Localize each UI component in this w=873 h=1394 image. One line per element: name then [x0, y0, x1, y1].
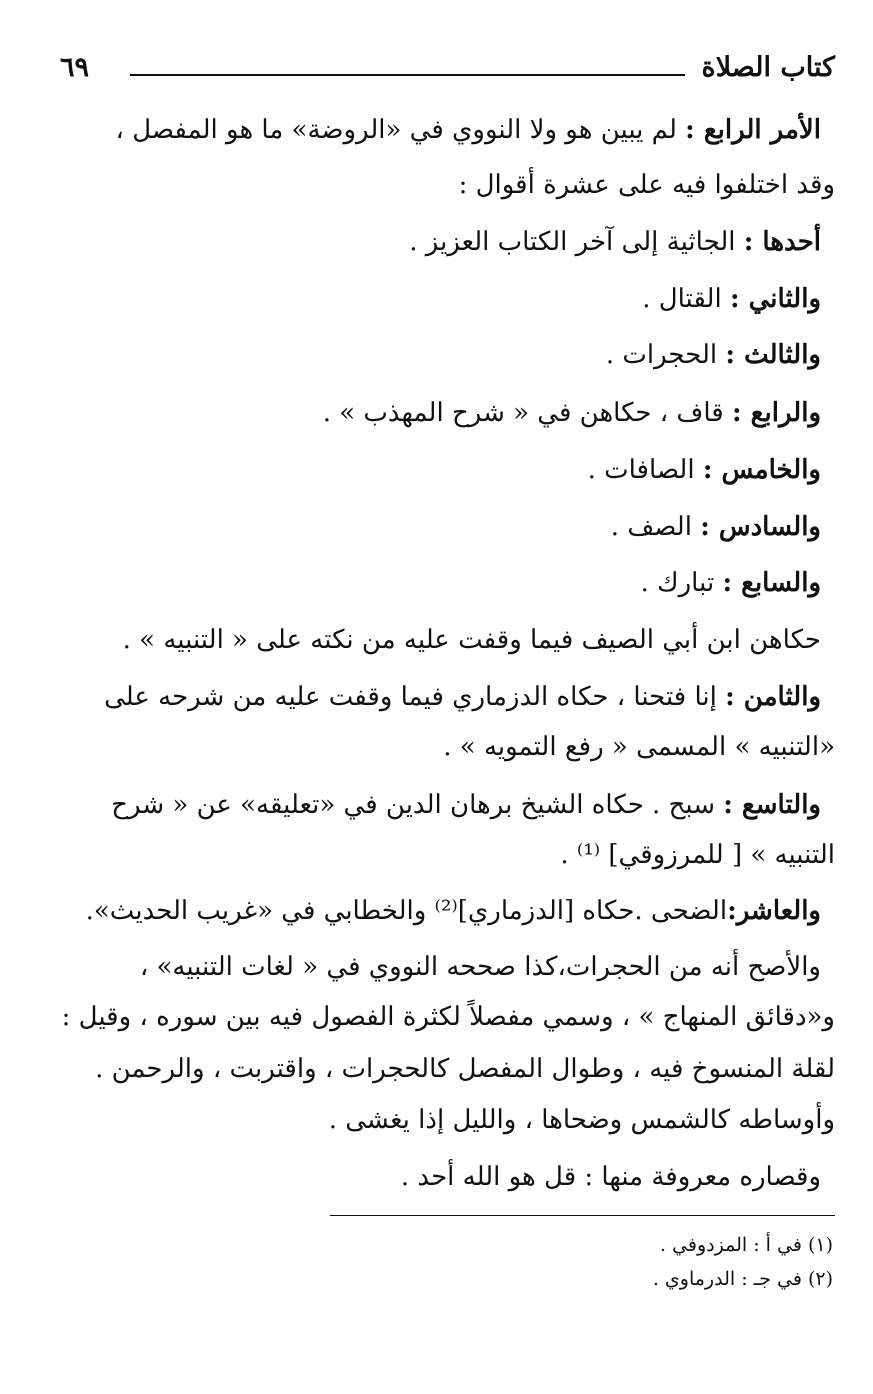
line-text: الحجرات .	[605, 340, 726, 370]
text-line	[56, 338, 821, 372]
line-text: لقلة المنسوخ فيه ، وطوال المفصل كالحجرات ، واقتربت ، والرحمن .	[95, 1054, 835, 1084]
line-text: تبارك .	[640, 568, 723, 598]
line-text: حكاهن ابن أبي الصيف فيما وقفت عليه من نكته على « التنبيه » .	[122, 625, 821, 655]
line-text: قاف ، حكاهن في « شرح المهذب » .	[322, 398, 732, 428]
line-text: وأوساطه كالشمس وضحاها ، والليل إذا يغشى .	[328, 1105, 835, 1135]
line-heading: والثاني :	[729, 284, 821, 314]
text-line	[56, 894, 821, 928]
line-heading: أحدها :	[743, 227, 821, 257]
text-line	[56, 566, 821, 600]
text-line	[56, 623, 821, 657]
page-number: ٦٩	[60, 52, 90, 83]
line-text: سبح . حكاه الشيخ برهان الدين في «تعليقه» عن « شرح	[111, 790, 724, 820]
line-heading: والتاسع :	[723, 790, 821, 820]
text-line	[56, 453, 821, 487]
footnote-rule	[330, 1215, 835, 1216]
text-line	[56, 225, 821, 259]
header-rule	[130, 74, 685, 76]
line-text: و«دقائق المنهاج » ، وسمي مفصلاً لكثرة الفصول فيه بين سوره ، وقيل :	[61, 1002, 835, 1032]
text-line	[56, 730, 835, 764]
line-text: والأصح أنه من الحجرات،كذا صححه النووي في « لغات التنبيه» ،	[139, 952, 821, 982]
text-line	[56, 510, 821, 544]
running-title: كتاب الصلاة	[701, 52, 835, 83]
text-line	[56, 113, 821, 147]
line-text: وقصاره معروفة منها : قل هو الله أحد .	[400, 1162, 821, 1192]
footnote: (١) في أ : المزدوفي .	[660, 1234, 833, 1256]
line-heading: والثالث :	[725, 340, 821, 370]
text-line	[56, 1160, 821, 1194]
line-heading: والثامن :	[725, 682, 821, 712]
text-line	[56, 168, 835, 202]
line-text: التنبيه » [ للمرزوقي] ⁽¹⁾ .	[560, 840, 835, 870]
line-text: القتال .	[642, 284, 730, 314]
footnote: (٢) في جـ : الدرماوي .	[652, 1268, 833, 1290]
text-line	[56, 1103, 835, 1137]
line-heading: والخامس :	[702, 455, 821, 485]
line-text: «التنبيه » المسمى « رفع التمويه » .	[443, 732, 835, 762]
line-text: لم يبين هو ولا النووي في «الروضة» ما هو المفصل ،	[115, 115, 686, 145]
line-heading: الأمر الرابع :	[685, 115, 821, 145]
text-line	[56, 680, 821, 714]
line-heading: والسابع :	[722, 568, 821, 598]
line-text: الصف .	[610, 512, 701, 542]
line-text: إنا فتحنا ، حكاه الدزماري فيما وقفت عليه من شرحه على	[104, 682, 726, 712]
line-heading: والسادس :	[700, 512, 821, 542]
line-text: وقد اختلفوا فيه على عشرة أقوال :	[458, 170, 835, 200]
text-line	[56, 282, 821, 316]
text-line	[56, 950, 821, 984]
line-heading: والرابع :	[732, 398, 821, 428]
text-line	[56, 838, 835, 872]
line-text: الصافات .	[587, 455, 703, 485]
text-line	[56, 1000, 835, 1034]
page-header	[60, 52, 835, 92]
text-line	[56, 1052, 835, 1086]
line-text: الجاثية إلى آخر الكتاب العزيز .	[409, 227, 744, 257]
line-heading: والعاشر:	[727, 896, 821, 926]
line-text: الضحى .حكاه [الدزماري]⁽²⁾ والخطابي في «غريب الحديث».	[85, 896, 728, 926]
text-line	[56, 396, 821, 430]
text-line	[56, 788, 821, 822]
